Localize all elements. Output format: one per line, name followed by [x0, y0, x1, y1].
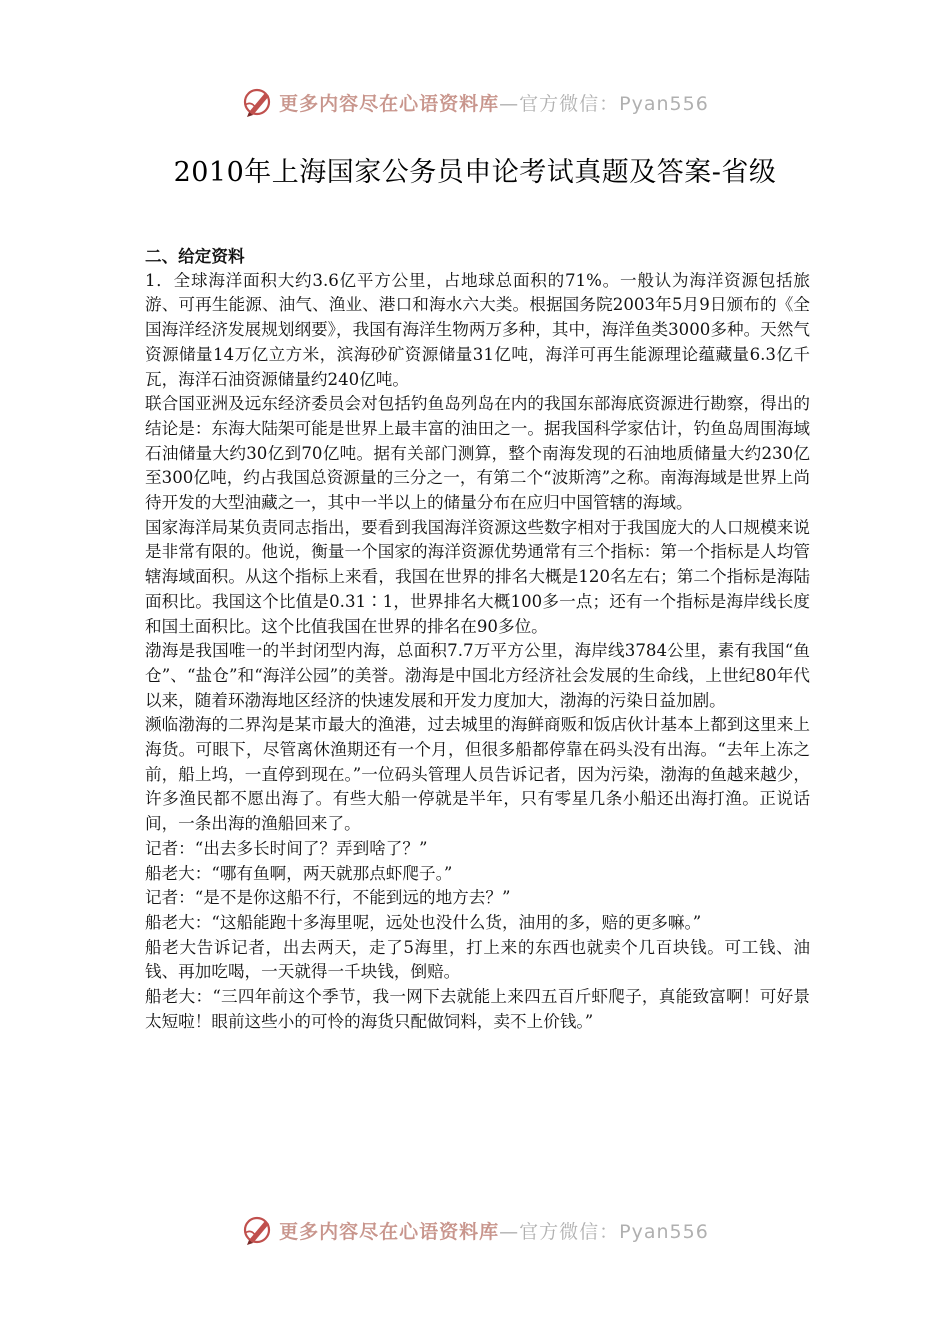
- paragraph: 渤海是我国唯一的半封闭型内海，总面积7.7万平方公里，海岸线3784公里，素有我国“鱼仓”、“盐仓”和“海洋公园”的美誉。渤海是中国北方经济社会发展的生命线，上世纪80年代以来，随着环渤海地区经济的快速发展和开发力度加大，渤海的污染日益加剧。: [145, 641, 810, 710]
- watermark-sub-text: —官方微信：Pyan556: [499, 92, 709, 115]
- watermark-text: [279, 1217, 709, 1244]
- footer-watermark-banner: [0, 1210, 950, 1250]
- paragraph: 1．全球海洋面积大约3.6亿平方公里，占地球总面积的71%。一般认为海洋资源包括旅游、可再生能源、油气、渔业、港口和海水六大类。根据国务院2003年5月9日颁布的《全国海洋经济发展规划纲要》，我国有海洋生物两万多种，其中，海洋鱼类3000多种。天然气资源储量14万亿立方米，滨海砂矿资源储量31亿吨，海洋可再生能源理论蕴藏量6.3亿千瓦，海洋石油资源储量约240亿吨。: [145, 270, 810, 389]
- dialogue-line: 记者：“是不是你这船不行，不能到远的地方去？”: [145, 888, 511, 908]
- paragraph: 联合国亚洲及远东经济委员会对包括钓鱼岛列岛在内的我国东部海底资源进行勘察，得出的结论是：东海大陆架可能是世界上最丰富的油田之一。据我国科学家估计，钓鱼岛周围海域石油储量大约30亿到70亿吨。据有关部门测算，整个南海发现的石油地质储量大约230亿至300亿吨，约占我国总资源量的三分之一，有第二个“波斯湾”之称。南海海域是世界上尚待开发的大型油藏之一，其中一半以上的储量分布在应归中国管辖的海域。: [145, 394, 810, 513]
- header-watermark-banner: [0, 82, 950, 122]
- pen-logo-icon: [241, 1213, 275, 1247]
- dialogue-line: 记者：“出去多长时间了？弄到啥了？”: [145, 838, 428, 858]
- watermark-sub-text: —官方微信：Pyan556: [499, 1220, 709, 1243]
- pen-logo-icon: [241, 85, 275, 119]
- paragraph: 国家海洋局某负责同志指出，要看到我国海洋资源这些数字相对于我国庞大的人口规模来说是非常有限的。他说，衡量一个国家的海洋资源优势通常有三个指标：第一个指标是人均管辖海域面积。从这个指标上来看，我国在世界的排名大概是120名左右；第二个指标是海陆面积比。我国这个比值是0.31∶1，世界排名大概100多一点；还有一个指标是海岸线长度和国土面积比。这个比值我国在世界的排名在90多位。: [145, 517, 810, 636]
- dialogue-line: 船老大：“哪有鱼啊，两天就那点虾爬子。”: [145, 863, 453, 883]
- watermark-main-text: 更多内容尽在心语资料库: [279, 1220, 500, 1243]
- document-body: [145, 244, 810, 1035]
- paragraph: 濒临渤海的二界沟是某市最大的渔港，过去城里的海鲜商贩和饭店伙计基本上都到这里来上海货。可眼下，尽管离休渔期还有一个月，但很多船都停靠在码头没有出海。“去年上冻之前，船上坞，一直停到现在。”一位码头管理人员告诉记者，因为污染，渤海的鱼越来越少，许多渔民都不愿出海了。有些大船一停就是半年，只有零星几条小船还出海打渔。正说话间，一条出海的渔船回来了。: [145, 715, 810, 834]
- watermark-text: [279, 89, 709, 116]
- watermark-main-text: 更多内容尽在心语资料库: [279, 92, 500, 115]
- paragraph: 船老大告诉记者，出去两天，走了5海里，打上来的东西也就卖个几百块钱。可工钱、油钱、再加吃喝，一天就得一千块钱，倒赔。: [145, 937, 810, 982]
- section-heading: 二、给定资料: [145, 246, 245, 266]
- dialogue-line: 船老大：“这船能跑十多海里呢，远处也没什么货，油用的多，赔的更多嘛。”: [145, 912, 702, 932]
- document-title: 2010年上海国家公务员申论考试真题及答案-省级: [173, 157, 777, 188]
- dialogue-line: 船老大：“三四年前这个季节，我一网下去就能上来四五百斤虾爬子，真能致富啊！可好景太短啦！眼前这些小的可怜的海货只配做饲料，卖不上价钱。”: [145, 987, 810, 1031]
